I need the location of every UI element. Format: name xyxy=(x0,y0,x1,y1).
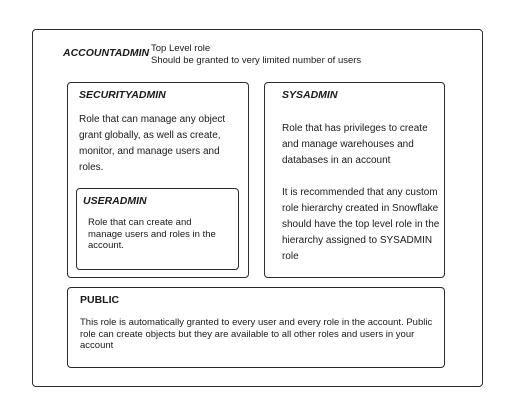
accountadmin-description xyxy=(151,43,361,66)
sysadmin-role-name: SYSADMIN xyxy=(282,89,338,101)
useradmin-description-text: Role that can create and manage users and roles in the account. xyxy=(88,217,216,251)
sysadmin-description-text-1: Role that has privileges to create and manage warehouses and databases in an account xyxy=(282,123,428,166)
public-role-name: PUBLIC xyxy=(80,294,120,306)
securityadmin-description-text: Role that can manage any object grant globally, as well as create, monitor, and manage users and roles. xyxy=(79,114,226,173)
public-description-text: This role is automatically granted to every user and every role in the account. Public role can create objects but they are available to all other roles and users in your account xyxy=(80,317,433,351)
securityadmin-description xyxy=(79,112,241,176)
securityadmin-role-name: SECURITYADMIN xyxy=(79,89,166,101)
useradmin-role-name: USERADMIN xyxy=(83,195,147,207)
sysadmin-description-text-2: It is recommended that any custom role hierarchy created in Snowflake should have the top level role in the hierarchy assigned to SYSADMIN role xyxy=(282,187,440,262)
accountadmin-description-text: Top Level role Should be granted to very limited number of users xyxy=(151,43,362,66)
useradmin-description xyxy=(88,217,228,252)
sysadmin-description xyxy=(282,121,440,265)
public-description xyxy=(80,317,435,352)
accountadmin-role-name: ACCOUNTADMIN xyxy=(63,47,150,59)
